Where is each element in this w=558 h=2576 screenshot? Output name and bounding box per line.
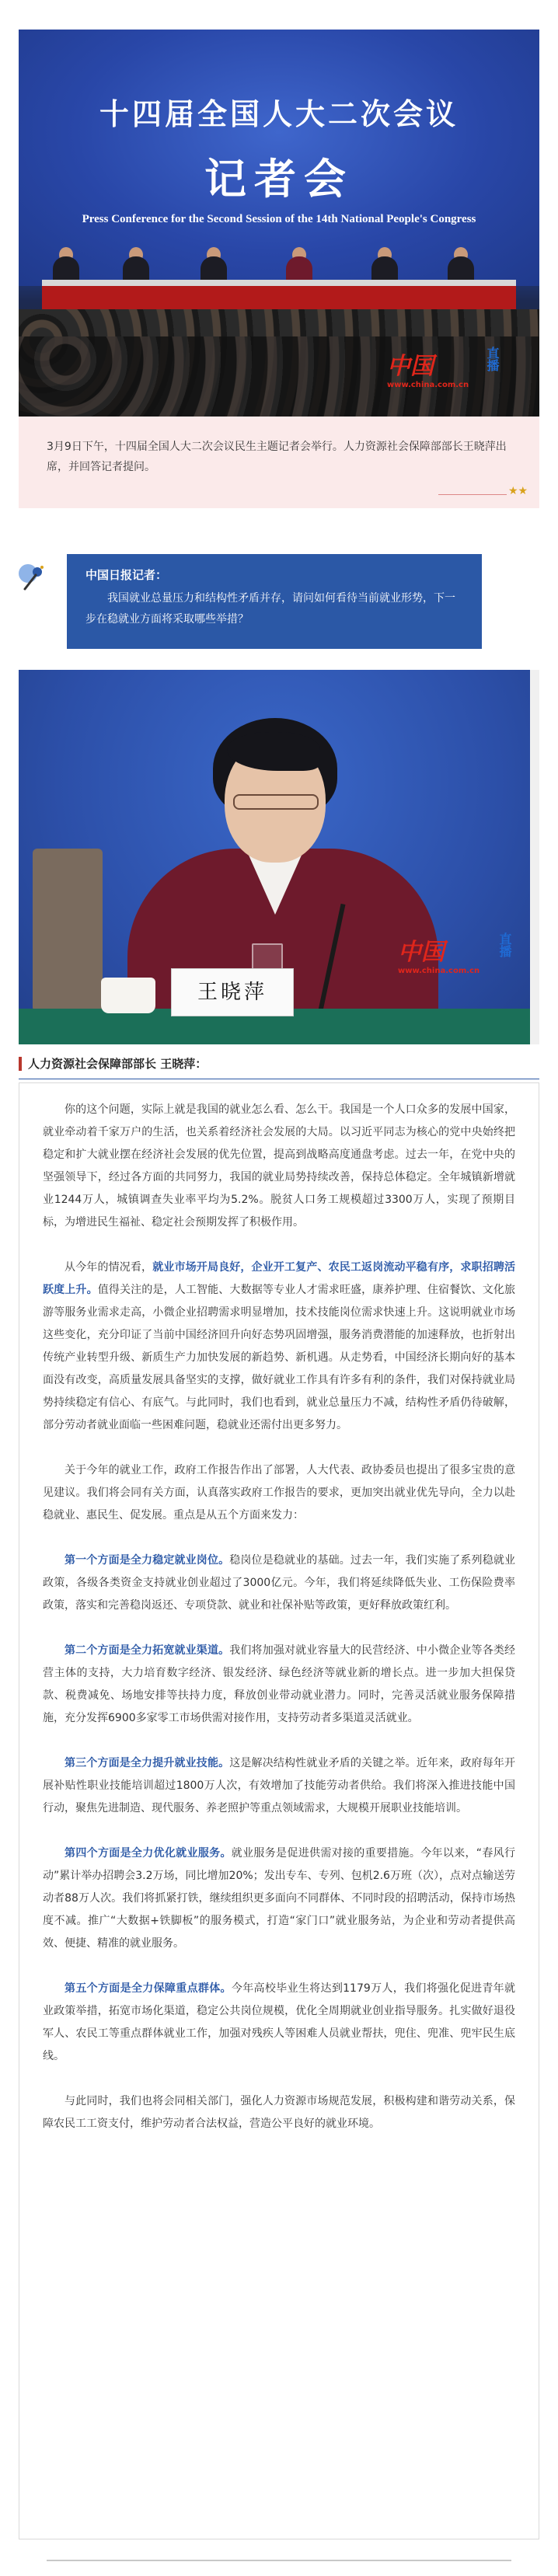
paragraph-text: 从今年的情况看， <box>65 1261 153 1274</box>
highlight-text: 就业市场开局良好，企业开工复产、农民工返岗流动平稳有序，求职招聘活跃度上升。 <box>43 1261 516 1296</box>
end-divider <box>47 2560 511 2561</box>
paragraph-text: 稳岗位是稳就业的基础。过去一年，我们实施了系列稳就业政策，各级各类资金支持就业创业超过了3000亿元。今年，我们将延续降低失业、工伤保险费率政策，落实和完善稳岗返还、专项贷款、就业和社保补贴等政策，更好释放政策红利。 <box>43 1554 515 1612</box>
highlight-text: 第一个方面是全力稳定就业岗位。 <box>65 1554 230 1567</box>
speaker-heading <box>19 1055 539 1079</box>
hero-subtitle: 记者会 <box>204 154 354 204</box>
watermark-logo-text: 中国 <box>387 353 434 380</box>
answer-paragraph <box>43 1257 515 1437</box>
answer-paragraph: 关于今年的就业工作，政府工作报告作出了部署，人大代表、政协委员也提出了很多宝贵的意见建议。我们将会同有关方面，认真落实政府工作报告的要求，更加突出就业优先导向，全力以赴稳就业、惠民生、促发展。重点是从五个方面来发力： <box>43 1464 515 1522</box>
question-text: 我国就业总量压力和结构性矛盾并存，请问如何看待当前就业形势，下一步在稳就业方面将采取哪些举措？ <box>85 592 455 626</box>
watermark-site: www.china.com.cn <box>398 967 480 975</box>
star-decoration-icon: ★★ <box>508 485 528 497</box>
speaker-label: 人力资源社会保障部部长 王晓萍： <box>28 1057 208 1071</box>
question-source: 中国日报记者： <box>85 568 168 582</box>
live-watermark <box>496 932 514 960</box>
highlight-text: 第五个方面是全力保障重点群体。 <box>65 1982 232 1995</box>
paragraph-text: 这是解决结构性就业矛盾的关键之举。近年来，政府每年开展补贴性职业技能培训超过1800万人次，有效增加了技能劳动者供给。我们将深入推进技能中国行动，聚焦先进制造、现代服务、养老照护等重点领域需求，大规模开展职业技能培训。 <box>43 1757 515 1814</box>
speaker-portrait-photo <box>19 670 539 1044</box>
highlight-text: 第四个方面是全力优化就业服务。 <box>65 1847 232 1860</box>
caption-text: 3月9日下午，十四届全国人大二次会议民生主题记者会举行。人力资源社会保障部部长王晓萍出席，并回答记者提问。 <box>47 441 507 473</box>
china-com-cn-watermark <box>398 932 480 975</box>
glasses <box>233 794 319 810</box>
live-watermark <box>483 347 501 375</box>
heading-accent-bar <box>19 1057 22 1071</box>
highlight-text: 第三个方面是全力提升就业技能。 <box>65 1757 230 1769</box>
paragraph-text: 今年高校毕业生将达到1179万人，我们将强化促进青年就业政策举措，拓宽市场化渠道，稳定公共岗位规模，优化全周期就业创业指导服务。扎实做好退役军人、农民工等重点群体就业工作，加强对残疾人等困难人员就业帮扶，兜住、兜准、兜牢民生底线。 <box>43 1982 515 2062</box>
china-com-cn-watermark <box>387 347 469 389</box>
answer-paragraph <box>43 1549 515 1617</box>
tea-cup <box>101 978 155 1013</box>
photo-caption <box>19 417 539 508</box>
paragraph-text: 就业服务是促进供需对接的重要措施。今年以来，“春风行动”累计举办招聘会3.2万场，同比增加20%；发出专车、专列、包机2.6万班（次），点对点输送劳动者88万人次。我们将抓紧打铁，继续组织更多面向不同群体、不同时段的招聘活动，保持市场热度不减。推广“大数据+铁脚板”的服务模式，打造“家门口”就业服务站，为企业和劳动者提供高效、便捷、精准的就业服务。 <box>43 1847 515 1950</box>
answer-paragraph <box>43 1842 515 1955</box>
answer-paragraph: 你的这个问题，实际上就是我国的就业怎么看、怎么干。我国是一个人口众多的发展中国家，就业牵动着千家万户的生活，也关系着经济社会发展的大局。以习近平同志为核心的党中央始终把稳定和扩大就业摆在经济社会发展的优先位置，提高到战略高度通盘考虑。过去一年，在党中央的坚强领导下，经过各方面的共同努力，我国的就业局势持续改善，保持总体稳定。全年城镇新增就业1244万人，城镇调查失业率平均为5.2%。脱贫人口务工规模超过3300万人，实现了预期目标，为增进民生福祉、稳定社会预期发挥了积极作用。 <box>43 1103 515 1229</box>
reporter-question <box>67 554 482 649</box>
paragraph-text: 我们将加强对就业容量大的民营经济、中小微企业等各类经营主体的支持，大力培育数字经济、银发经济、绿色经济等就业新的增长点。进一步加大担保贷款、税费减免、场地安排等扶持力度，释放创业带动就业潜力。同时，完善灵活就业服务保障措施，充分发挥6900多家零工市场供需对接作用，支持劳动者多渠道灵活就业。 <box>43 1644 515 1724</box>
nameplate: 王晓萍 <box>171 968 294 1016</box>
highlight-text: 第二个方面是全力拓宽就业渠道。 <box>65 1644 230 1657</box>
microphone-icon <box>17 563 48 594</box>
watermark-logo-text: 中国 <box>398 939 445 966</box>
photo-edge <box>530 670 539 1044</box>
watermark-live: 直播 <box>497 932 512 957</box>
watermark-live: 直播 <box>485 347 500 371</box>
paragraph-text: 值得关注的是，人工智能、大数据等专业人才需求旺盛，康养护理、住宿餐饮、文化旅游等服务业需求走高，小微企业招聘需求明显增加，技术技能岗位需求快速上升。这说明就业市场这些变化，充分印证了当前中国经济回升向好态势巩固增强，服务消费潜能的加速释放，也折射出传统产业转型升级、新质生产力加快发展的新趋势、新机遇。从走势看，中国经济长期向好的基本面没有改变，高质量发展具备坚实的支撑，做好就业工作具有许多有利的条件，我们对保持就业局势持续稳定有信心、有底气。与此同时，我们也看到，就业总量压力不减，结构性矛盾仍待破解，部分劳动者就业面临一些困难问题，稳就业还需付出更多努力。 <box>43 1284 516 1431</box>
answer-body <box>19 1082 539 2539</box>
answer-paragraph: 与此同时，我们也将会同相关部门，强化人力资源市场规范发展，积极构建和谐劳动关系，保障农民工工资支付，维护劳动者合法权益，营造公平良好的就业环境。 <box>43 2095 515 2130</box>
answer-paragraph <box>43 1752 515 1820</box>
hero-title: 十四届全国人大二次会议 <box>99 96 459 131</box>
podium-table <box>42 286 516 309</box>
watermark-site: www.china.com.cn <box>387 381 469 389</box>
answer-paragraph <box>43 1978 515 2068</box>
press-conference-photo <box>19 30 539 417</box>
caption-divider <box>438 494 507 495</box>
answer-paragraph <box>43 1640 515 1730</box>
chair <box>33 849 103 1012</box>
hero-english-title: Press Conference for the Second Session of the 14th National People's Congress <box>82 213 476 225</box>
